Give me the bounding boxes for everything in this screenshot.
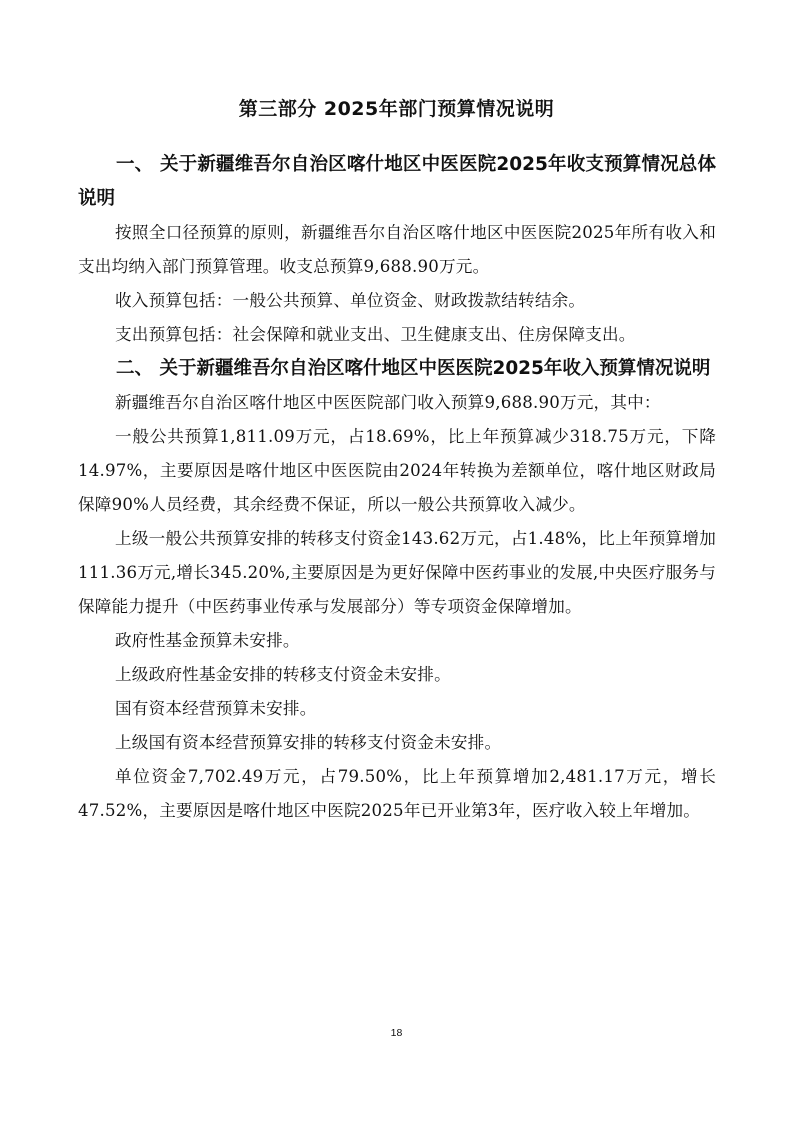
section-2-paragraph-6: 国有资本经营预算未安排。 [115,699,317,718]
page-number: 18 [390,1027,403,1039]
section-2-paragraph-1: 新疆维吾尔自治区喀什地区中医医院部门收入预算9,688.90万元，其中： [115,393,661,412]
section-2-paragraph-5: 上级政府性基金安排的转移支付资金未安排。 [115,665,451,684]
section-1-paragraph-2: 收入预算包括：一般公共预算、单位资金、财政拨款结转结余。 [115,291,586,310]
section-2-paragraph-8: 单位资金7,702.49万元，占79.50%，比上年预算增加2,481.17万元，增长47.52%，主要原因是喀什地区中医院2025年已开业第3年，医疗收入较上年增加。 [78,767,716,820]
section-1-paragraph-3: 支出预算包括：社会保障和就业支出、卫生健康支出、住房保障支出。 [115,325,636,344]
section-2-paragraph-2: 一般公共预算1,811.09万元，占18.69%，比上年预算减少318.75万元，下降14.97%，主要原因是喀什地区中医医院由2024年转换为差额单位，喀什地区财政局保障90%人员经费，其余经费不保证，所以一般公共预算收入减少。 [78,427,716,514]
section-1-heading: 一、 关于新疆维吾尔自治区喀什地区中医医院2025年收支预算情况总体说明 [78,154,716,209]
section-2-paragraph-3: 上级一般公共预算安排的转移支付资金143.62万元，占1.48%，比上年预算增加111.36万元,增长345.20%,主要原因是为更好保障中医药事业的发展,中央医疗服务与保障能力提升（中医药事业传承与发展部分）等专项资金保障增加。 [78,529,716,616]
page-title: 第三部分 2025年部门预算情况说明 [238,98,555,120]
section-1-paragraph-1: 按照全口径预算的原则，新疆维吾尔自治区喀什地区中医医院2025年所有收入和支出均纳入部门预算管理。收支总预算9,688.90万元。 [78,223,716,276]
section-2-paragraph-7: 上级国有资本经营预算安排的转移支付资金未安排。 [115,733,502,752]
section-2-paragraph-4: 政府性基金预算未安排。 [115,631,300,650]
document-body [78,148,716,828]
section-2-heading: 二、 关于新疆维吾尔自治区喀什地区中医医院2025年收入预算情况说明 [116,358,711,379]
